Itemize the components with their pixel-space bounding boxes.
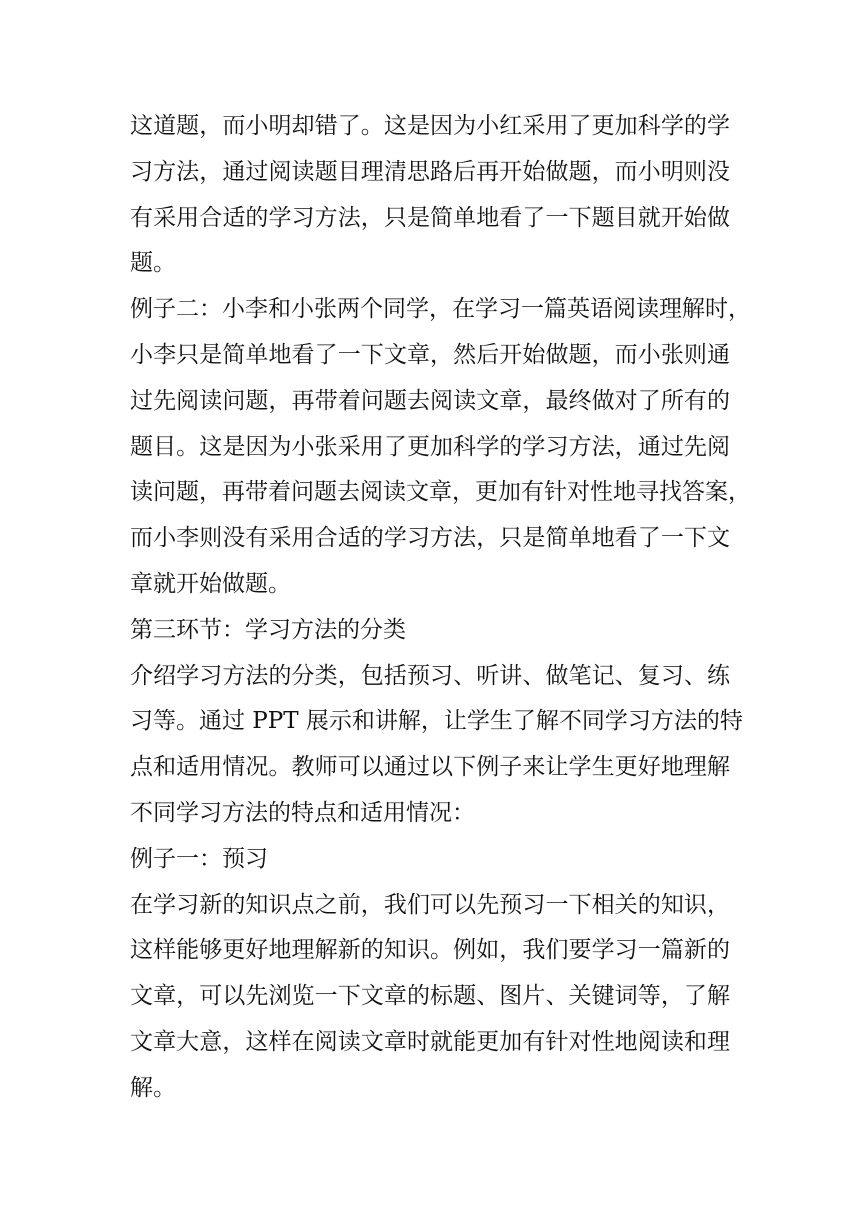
text-line: 过先阅读问题，再带着问题去阅读文章，最终做对了所有的 [130,387,730,414]
text-line: 点和适用情况。教师可以通过以下例子来让学生更好地理解 [130,754,730,781]
text-line: 这样能够更好地理解新的知识。例如，我们要学习一篇新的 [130,937,730,964]
text-line: 文章，可以先浏览一下文章的标题、图片、关键词等，了解 [130,983,730,1010]
text-line: 例子二：小李和小张两个同学，在学习一篇英语阅读理解时， [130,296,751,323]
text-line: 章就开始做题。 [130,570,291,597]
text-line: 题。 [130,250,176,277]
text-line: 小李只是简单地看了一下文章，然后开始做题，而小张则通 [130,341,730,368]
text-line: 在学习新的知识点之前，我们可以先预习一下相关的知识， [130,891,730,918]
text-line: 读问题，再带着问题去阅读文章，更加有针对性地寻找答案， [130,479,751,506]
text-line: 介绍学习方法的分类，包括预习、听讲、做笔记、复习、练 [130,662,730,689]
text-line: 第三环节：学习方法的分类 [130,616,406,643]
text-line: 这道题，而小明却错了。这是因为小红采用了更加科学的学 [130,113,730,139]
text-line: 习方法，通过阅读题目理清思路后再开始做题，而小明则没 [130,158,730,185]
text-line: 文章大意，这样在阅读文章时就能更加有针对性地阅读和理 [130,1028,730,1055]
text-line: 有采用合适的学习方法，只是简单地看了一下题目就开始做 [130,204,730,231]
text-line: 而小李则没有采用合适的学习方法，只是简单地看了一下文 [130,525,730,552]
text-line: 题目。这是因为小张采用了更加科学的学习方法，通过先阅 [130,433,730,460]
text-line: 不同学习方法的特点和适用情况： [130,799,475,826]
document-body [130,104,751,1112]
text-line: 解。 [130,1074,176,1101]
text-line: 例子一：预习 [130,845,268,872]
text-line: 习等。通过 PPT 展示和讲解，让学生了解不同学习方法的特 [130,708,743,735]
